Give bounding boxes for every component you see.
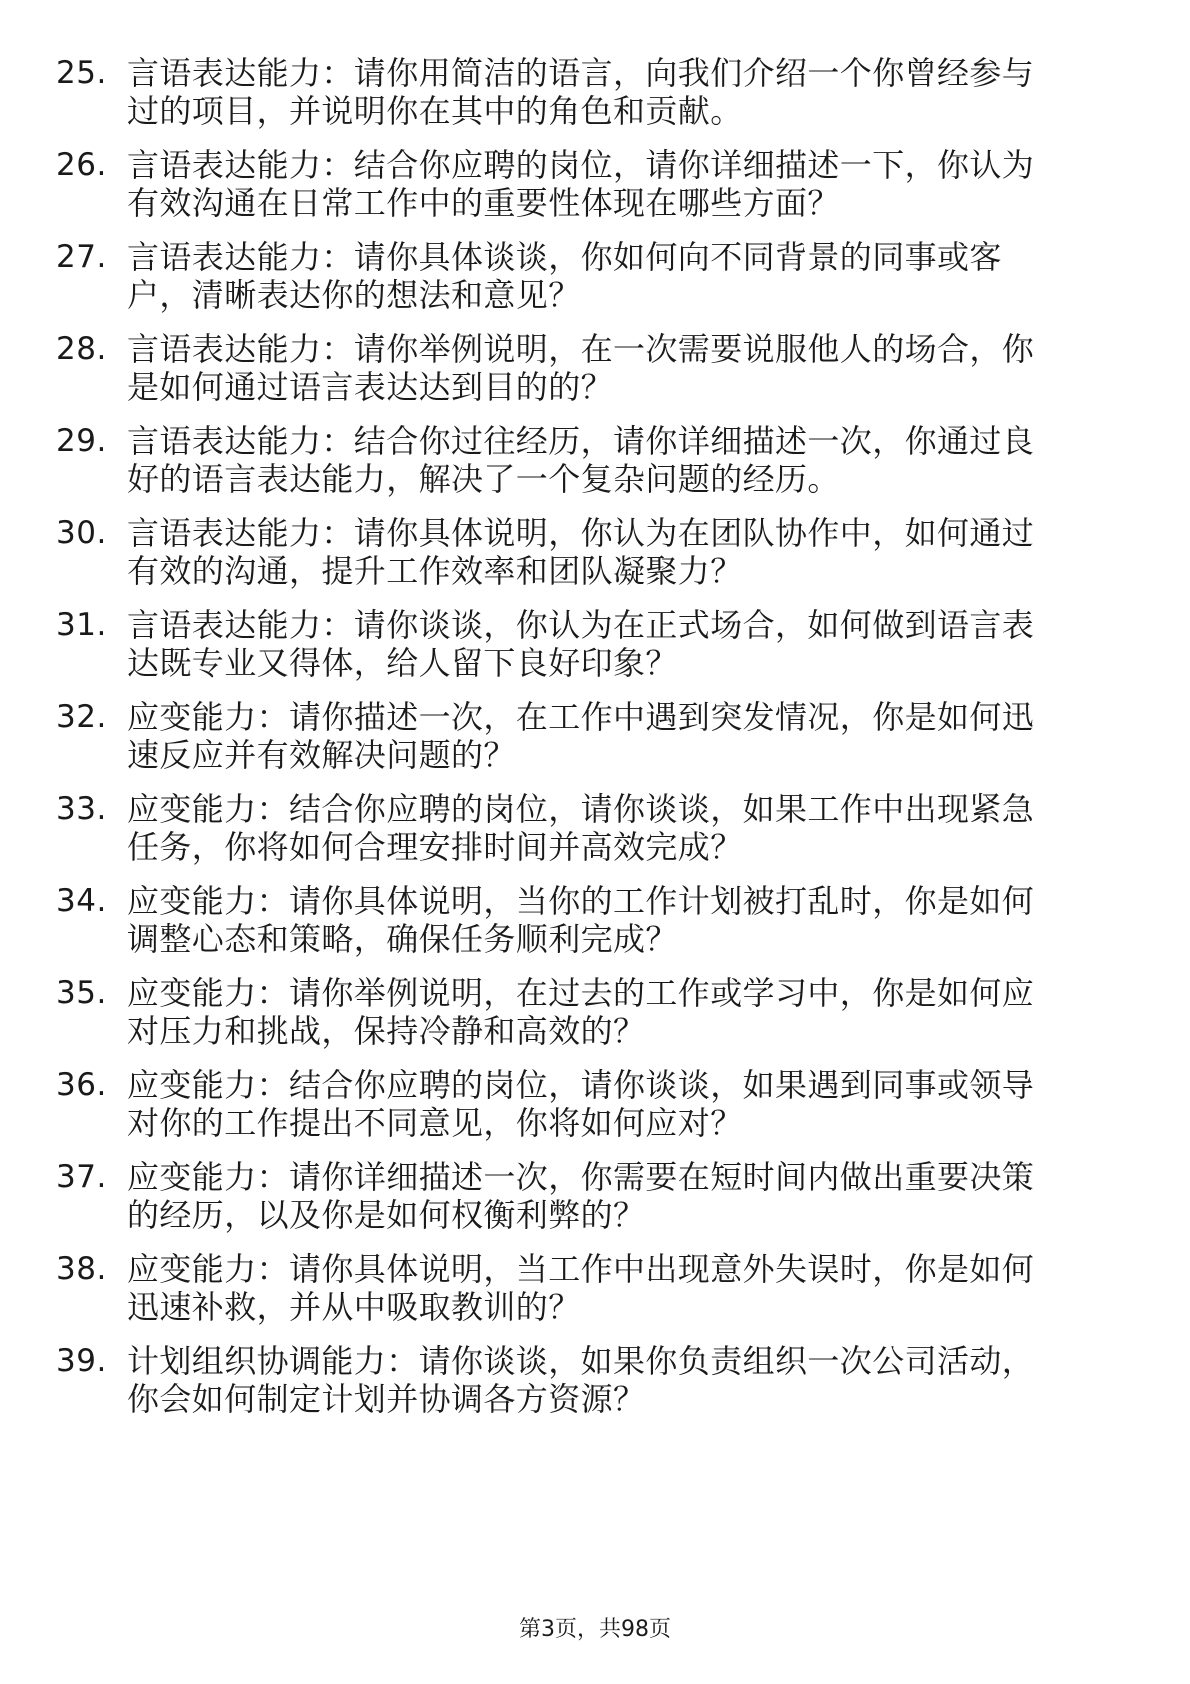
question-line: 应变能力：结合你应聘的岗位，请你谈谈，如果遇到同事或领导: [127, 1066, 1035, 1104]
question-item: [0, 974, 1190, 1064]
question-line: 你会如何制定计划并协调各方资源？: [127, 1380, 646, 1418]
question-text: [127, 790, 1117, 866]
question-number: 29.: [56, 423, 107, 459]
question-item: [0, 238, 1190, 328]
question-item: [0, 1250, 1190, 1340]
question-number: 25.: [56, 55, 107, 91]
page-number: 第3页，共98页: [519, 1617, 671, 1642]
question-item: [0, 146, 1190, 236]
question-text: [127, 238, 1117, 314]
question-line: 言语表达能力：请你谈谈，你认为在正式场合，如何做到语言表: [127, 606, 1035, 644]
question-text: [127, 1342, 1117, 1418]
question-line: 有效的沟通，提升工作效率和团队凝聚力？: [127, 552, 743, 590]
question-item: [0, 790, 1190, 880]
question-number: 31.: [56, 607, 107, 643]
question-line: 有效沟通在日常工作中的重要性体现在哪些方面？: [127, 184, 840, 222]
question-number: 32.: [56, 699, 107, 735]
question-text: [127, 146, 1117, 222]
question-number: 35.: [56, 975, 107, 1011]
question-number: 33.: [56, 791, 107, 827]
question-text: [127, 54, 1117, 130]
question-text: [127, 1066, 1117, 1142]
question-line: 言语表达能力：结合你应聘的岗位，请你详细描述一下，你认为: [127, 146, 1035, 184]
question-line: 户，清晰表达你的想法和意见？: [127, 276, 581, 314]
question-number: 36.: [56, 1067, 107, 1103]
question-number: 38.: [56, 1251, 107, 1287]
question-line: 对压力和挑战，保持冷静和高效的？: [127, 1012, 646, 1050]
question-item: [0, 54, 1190, 144]
question-item: [0, 514, 1190, 604]
question-text: [127, 974, 1117, 1050]
question-item: [0, 1158, 1190, 1248]
question-item: [0, 606, 1190, 696]
question-item: [0, 330, 1190, 420]
question-item: [0, 422, 1190, 512]
question-number: 28.: [56, 331, 107, 367]
question-line: 应变能力：请你具体说明，当工作中出现意外失误时，你是如何: [127, 1250, 1035, 1288]
question-text: [127, 330, 1117, 406]
question-line: 对你的工作提出不同意见，你将如何应对？: [127, 1104, 743, 1142]
question-line: 是如何通过语言表达达到目的的？: [127, 368, 614, 406]
question-line: 速反应并有效解决问题的？: [127, 736, 516, 774]
question-line: 应变能力：请你描述一次，在工作中遇到突发情况，你是如何迅: [127, 698, 1035, 736]
question-number: 26.: [56, 147, 107, 183]
question-line: 过的项目，并说明你在其中的角色和贡献。: [127, 92, 743, 130]
question-line: 言语表达能力：请你举例说明，在一次需要说服他人的场合，你: [127, 330, 1035, 368]
question-line: 的经历，以及你是如何权衡利弊的？: [127, 1196, 646, 1234]
question-text: [127, 1158, 1117, 1234]
question-line: 任务，你将如何合理安排时间并高效完成？: [127, 828, 743, 866]
question-line: 言语表达能力：请你具体谈谈，你如何向不同背景的同事或客: [127, 238, 1002, 276]
question-line: 言语表达能力：请你具体说明，你认为在团队协作中，如何通过: [127, 514, 1035, 552]
question-number: 37.: [56, 1159, 107, 1195]
question-line: 迅速补救，并从中吸取教训的？: [127, 1288, 581, 1326]
question-text: [127, 514, 1117, 590]
question-text: [127, 882, 1117, 958]
question-item: [0, 698, 1190, 788]
question-item: [0, 1342, 1190, 1432]
question-line: 达既专业又得体，给人留下良好印象？: [127, 644, 678, 682]
question-item: [0, 882, 1190, 972]
question-line: 计划组织协调能力：请你谈谈，如果你负责组织一次公司活动，: [127, 1342, 1035, 1380]
question-text: [127, 422, 1117, 498]
question-number: 39.: [56, 1343, 107, 1379]
question-item: [0, 1066, 1190, 1156]
question-number: 30.: [56, 515, 107, 551]
question-line: 言语表达能力：请你用简洁的语言，向我们介绍一个你曾经参与: [127, 54, 1035, 92]
question-number: 34.: [56, 883, 107, 919]
question-text: [127, 606, 1117, 682]
question-number: 27.: [56, 239, 107, 275]
question-text: [127, 1250, 1117, 1326]
question-line: 好的语言表达能力，解决了一个复杂问题的经历。: [127, 460, 840, 498]
question-text: [127, 698, 1117, 774]
question-line: 调整心态和策略，确保任务顺利完成？: [127, 920, 678, 958]
question-line: 应变能力：请你具体说明，当你的工作计划被打乱时，你是如何: [127, 882, 1035, 920]
question-line: 应变能力：请你举例说明，在过去的工作或学习中，你是如何应: [127, 974, 1035, 1012]
question-line: 应变能力：结合你应聘的岗位，请你谈谈，如果工作中出现紧急: [127, 790, 1035, 828]
question-line: 应变能力：请你详细描述一次，你需要在短时间内做出重要决策: [127, 1158, 1035, 1196]
question-line: 言语表达能力：结合你过往经历，请你详细描述一次，你通过良: [127, 422, 1035, 460]
